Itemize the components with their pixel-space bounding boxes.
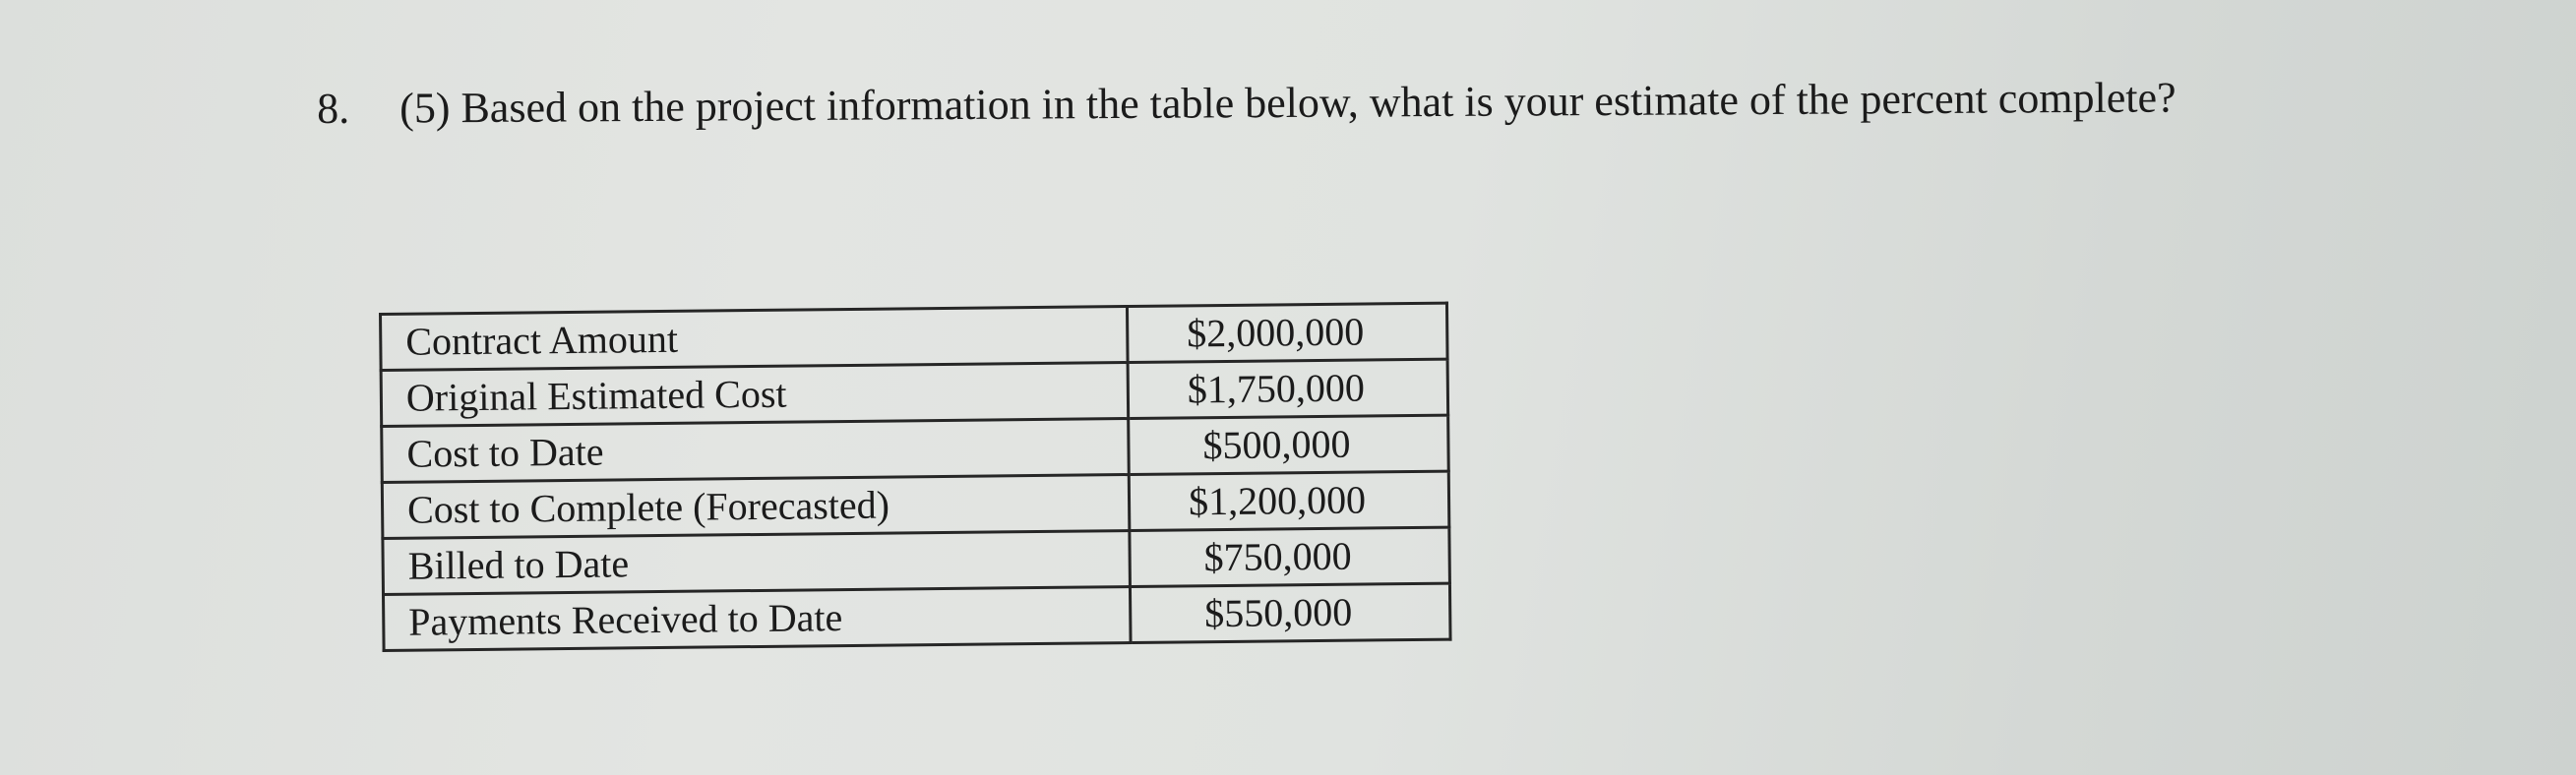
row-label: Cost to Date bbox=[382, 419, 1130, 483]
question-block bbox=[317, 65, 2265, 133]
question-number: 8. bbox=[317, 84, 350, 133]
row-label: Payments Received to Date bbox=[384, 587, 1132, 651]
row-value: $550,000 bbox=[1130, 583, 1450, 642]
row-label: Cost to Complete (Forecasted) bbox=[382, 475, 1130, 539]
project-info-table bbox=[379, 302, 1452, 652]
row-value: $750,000 bbox=[1130, 527, 1450, 586]
row-value: $2,000,000 bbox=[1127, 303, 1447, 362]
row-label: Contract Amount bbox=[381, 307, 1129, 371]
row-value: $500,000 bbox=[1129, 415, 1449, 474]
row-label: Billed to Date bbox=[383, 531, 1131, 595]
row-label: Original Estimated Cost bbox=[381, 363, 1129, 427]
row-value: $1,750,000 bbox=[1128, 359, 1448, 418]
question-text: (5) Based on the project information in the table below, what is your estimate of the percent complete? bbox=[399, 73, 2177, 133]
row-value: $1,200,000 bbox=[1129, 471, 1449, 530]
table-row bbox=[384, 583, 1451, 650]
